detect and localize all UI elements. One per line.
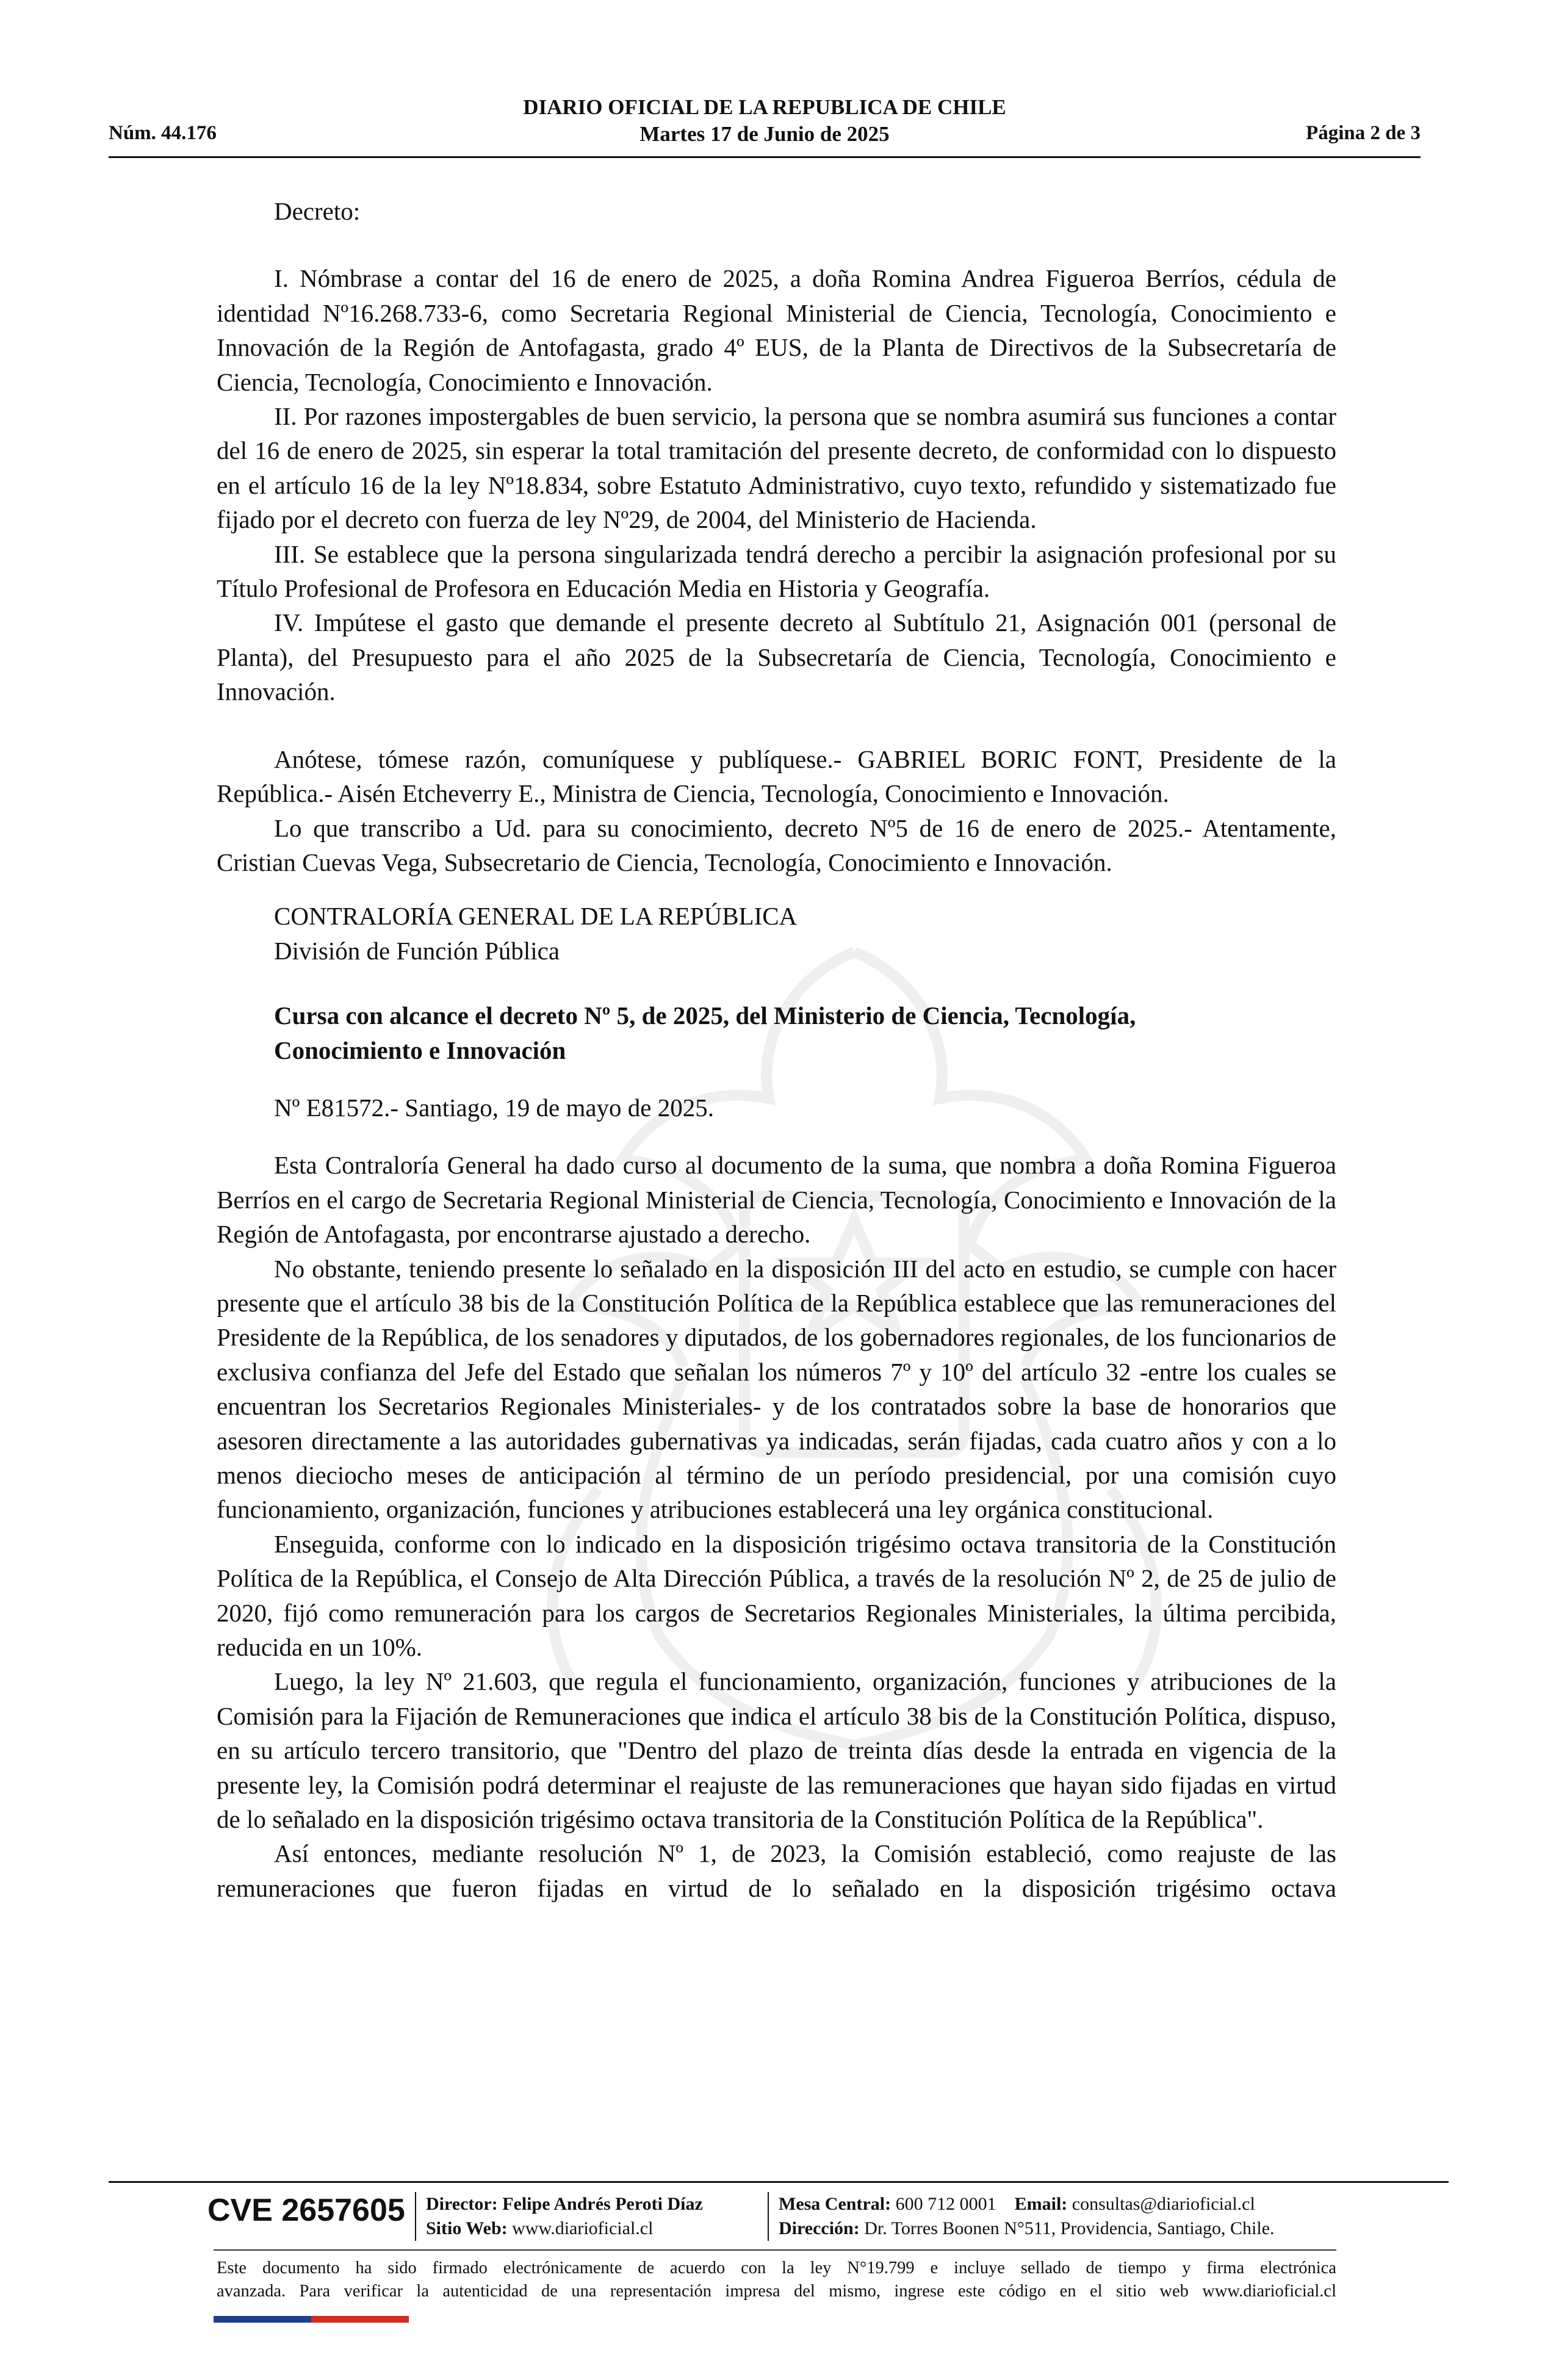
document-body [217, 194, 1336, 1905]
paragraph: Así entonces, mediante resolución Nº 1, de 2023, la Comisión estableció, como reajuste de las remuneraciones que fueron fijadas en virtud de lo señalado en la disposición trigésimo octava [217, 1839, 1336, 1902]
publication-title: DIARIO OFICIAL DE LA REPUBLICA DE CHILE [523, 95, 1006, 119]
division-heading: División de Función Pública [274, 936, 560, 965]
paragraph: II. Por razones impostergables de buen servicio, la persona que se nombra asumirá sus funciones a contar del 16 de enero de 2025, sin esperar la total tramitación del presente decreto, de conformidad con lo dispuesto en el artículo 16 de la ley Nº18.834, sobre Estatuto Administrativo, cuyo texto, refundido y sistematizado fue fijado por el decreto con fuerza de ley Nº29, de 2004, del Ministerio de Hacienda. [217, 402, 1336, 534]
cursa-title-line-1: Cursa con alcance el decreto Nº 5, de 2025, del Ministerio de Ciencia, Tecnología, [274, 1001, 1136, 1030]
email-label: Email: [1014, 2194, 1068, 2214]
site-link[interactable]: www.diarioficial.cl [512, 2218, 654, 2238]
paragraph: Lo que transcribo a Ud. para su conocimiento, decreto Nº5 de 16 de enero de 2025.- Atentamente, Cristian Cuevas Vega, Subsecretario de Ciencia, Tecnología, Conocimiento e Innovación. [217, 813, 1336, 876]
paragraph: I. Nómbrase a contar del 16 de enero de 2025, a doña Romina Andrea Figueroa Berríos, cédula de identidad Nº16.268.733-6, como Secretaria Regional Ministerial de Ciencia, Tecnología, Conocimiento e Innovación de la Región de Antofagasta, grado 4º EUS, de la Planta de Directivos de la Subsecretaría de Ciencia, Tecnología, Conocimiento e Innovación. [217, 264, 1336, 396]
director-name: Felipe Andrés Peroti Díaz [502, 2194, 703, 2214]
flag-stripe-red [311, 2316, 409, 2323]
contraloria-heading: CONTRALORÍA GENERAL DE LA REPÚBLICA [274, 902, 798, 931]
footer-contact-block [779, 2192, 1275, 2241]
legal-line-1: Este documento ha sido firmado electrónicamente de acuerdo con la ley N°19.799 e incluye sellado de tiempo y firma electrónica [217, 2259, 1336, 2277]
paragraph: No obstante, teniendo presente lo señalado en la disposición III del acto en estudio, se cumple con hacer presente que el artículo 38 bis de la Constitución Política de la República establece que las remuneraciones del Presidente de la República, de los senadores y diputados, de los gobernadores regionales, de los funcionarios de exclusiva confianza del Jefe del Estado que señalan los números 7º y 10º del artículo 32 -entre los cuales se encuentran los Secretarios Regionales Ministeriales- y de los contratados sobre la base de honorarios que asesoren directamente a las autoridades gubernativas ya indicadas, serán fijadas, cada cuatro años y con a lo menos dieciocho meses de anticipación al término de un período presidencial, por una comisión cuyo funcionamiento, organización, funciones y atribuciones establecerá una ley orgánica constitucional. [217, 1254, 1336, 1524]
mesa-phone: 600 712 0001 [895, 2194, 996, 2214]
reference-line: Nº E81572.- Santiago, 19 de mayo de 2025. [274, 1093, 714, 1122]
paragraph: III. Se establece que la persona singularizada tendrá derecho a percibir la asignación profesional por su Título Profesional de Profesora en Educación Media en Historia y Geografía. [217, 539, 1336, 603]
address-value: Dr. Torres Boonen N°511, Providencia, Santiago, Chile. [864, 2218, 1275, 2238]
footer-divider [109, 2181, 1449, 2183]
legal-line-2: avanzada. Para verificar la autenticidad de una representación impresa del mismo, ingrese este código en el sitio web www.diarioficial.cl [217, 2282, 1336, 2301]
page-number: Página 2 de 3 [1306, 122, 1421, 144]
cve-code: CVE 2657605 [207, 2193, 405, 2228]
email-link[interactable]: consultas@diarioficial.cl [1072, 2194, 1255, 2214]
director-label: Director: [426, 2194, 498, 2214]
paragraph: Enseguida, conforme con lo indicado en la disposición trigésimo octava transitoria de la Constitución Política de la República, el Consejo de Alta Dirección Pública, a través de la resolución Nº 2, de 25 de julio de 2020, fijó como remuneración para los cargos de Secretarios Regionales Ministeriales, la última percibida, reducida en un 10%. [217, 1529, 1336, 1662]
header-divider [109, 156, 1421, 158]
footer-divider-2 [214, 2249, 1336, 2251]
footer-separator [415, 2192, 416, 2241]
footer-director-block [426, 2192, 703, 2241]
legal-notice [217, 2257, 1336, 2303]
issue-date: Martes 17 de Junio de 2025 [639, 122, 890, 146]
paragraph: Anótese, tómese razón, comuníquese y publíquese.- GABRIEL BORIC FONT, Presidente de la República.- Aisén Etcheverry E., Ministra de Ciencia, Tecnología, Conocimiento e Innovación. [217, 745, 1336, 808]
address-label: Dirección: [779, 2218, 860, 2238]
page-header [109, 95, 1421, 156]
paragraph: IV. Impútese el gasto que demande el presente decreto al Subtítulo 21, Asignación 001 (personal de Planta), del Presupuesto para el año 2025 de la Subsecretaría de Ciencia, Tecnología, Conocimiento e Innovación. [217, 608, 1336, 706]
paragraph: Esta Contraloría General ha dado curso al documento de la suma, que nombra a doña Romina Figueroa Berríos en el cargo de Secretaria Regional Ministerial de Ciencia, Tecnología, Conocimiento e Innovación de la Región de Antofagasta, por encontrarse ajustado a derecho. [217, 1151, 1336, 1249]
site-label: Sitio Web: [426, 2218, 508, 2238]
paragraph: Luego, la ley Nº 21.603, que regula el funcionamiento, organización, funciones y atribuciones de la Comisión para la Fijación de Remuneraciones que indica el artículo 38 bis de la Constitución Política, dispuso, en su artículo tercero transitorio, que "Dentro del plazo de treinta días desde la entrada en vigencia de la presente ley, la Comisión podrá determinar el reajuste de las remuneraciones que hayan sido fijadas en virtud de lo señalado en la disposición trigésimo octava transitoria de la Constitución Política de la República". [217, 1667, 1336, 1834]
decreto-label: Decreto: [274, 197, 361, 225]
mesa-label: Mesa Central: [779, 2194, 891, 2214]
flag-stripe-blue [214, 2316, 311, 2323]
cursa-title-line-2: Conocimiento e Innovación [274, 1036, 566, 1064]
footer-separator [768, 2192, 769, 2241]
issue-number: Núm. 44.176 [109, 122, 217, 144]
